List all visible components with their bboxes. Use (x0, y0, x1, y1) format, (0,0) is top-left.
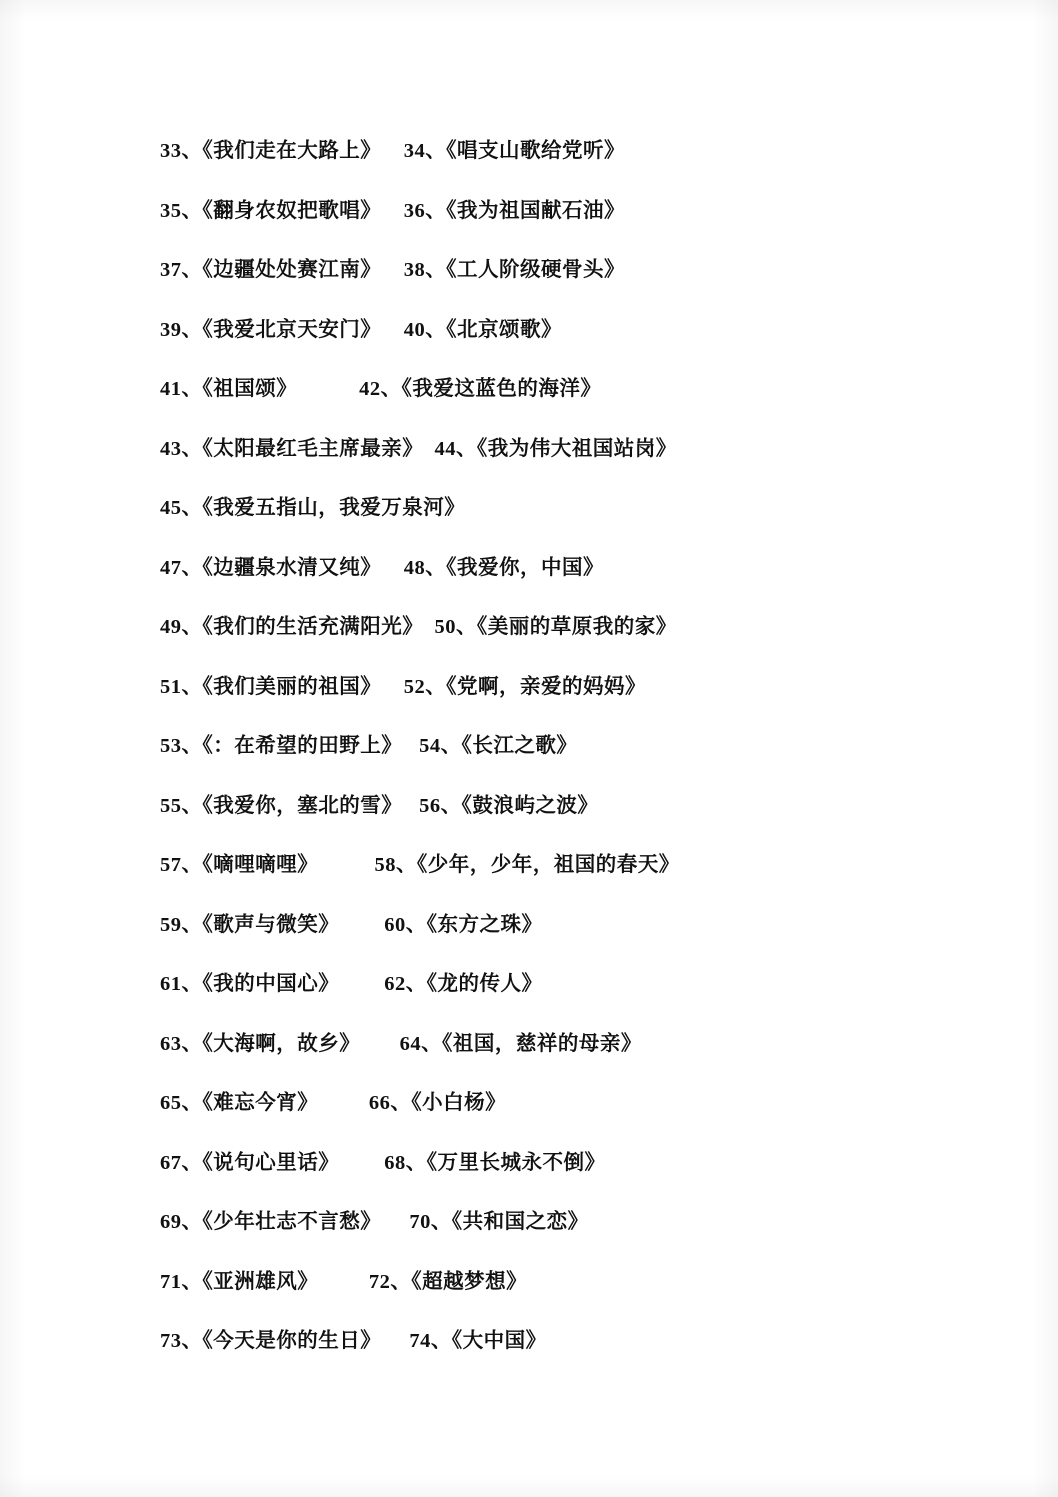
list-item: 63、《大海啊，故乡》 64、《祖国，慈祥的母亲》 (160, 1032, 642, 1055)
list-item: 43、《太阳最红毛主席最亲》 44、《我为伟大祖国站岗》 (160, 437, 677, 460)
list-item: 45、《我爱五指山，我爱万泉河》 (160, 497, 466, 519)
list-item: 41、《祖国颂》 42、《我爱这蓝色的海洋》 (160, 378, 602, 400)
list-item: 65、《难忘今宵》 66、《小白杨》 (160, 1092, 507, 1114)
page-edge-bottom (0, 1475, 1058, 1497)
list-item: 47、《边疆泉水清又纯》 48、《我爱你，中国》 (160, 556, 604, 579)
list-item: 55、《我爱你，塞北的雪》 56、《鼓浪屿之波》 (160, 794, 599, 817)
list-item: 73、《今天是你的生日》 74、《大中国》 (160, 1330, 547, 1352)
list-item: 35、《翻身农奴把歌唱》 36、《我为祖国献石油》 (160, 199, 625, 222)
page-edge-left (0, 0, 26, 1497)
list-item: 59、《歌声与微笑》 60、《东方之珠》 (160, 913, 543, 936)
list-item: 71、《亚洲雄风》 72、《超越梦想》 (160, 1270, 528, 1293)
list-item: 57、《嘀哩嘀哩》 58、《少年，少年，祖国的春天》 (160, 854, 680, 876)
list-item: 33、《我们走在大路上》 34、《唱支山歌给党听》 (160, 140, 625, 162)
list-item: 37、《边疆处处赛江南》 38、《工人阶级硬骨头》 (160, 259, 625, 281)
page-edge-top (0, 0, 1058, 22)
page-edge-right (1032, 0, 1058, 1497)
song-list (160, 122, 950, 1372)
list-item: 39、《我爱北京天安门》 40、《北京颂歌》 (160, 318, 562, 341)
list-item: 51、《我们美丽的祖国》 52、《党啊，亲爱的妈妈》 (160, 675, 646, 698)
list-item: 67、《说句心里话》 68、《万里长城永不倒》 (160, 1151, 606, 1174)
list-item: 61、《我的中国心》 62、《龙的传人》 (160, 973, 543, 995)
list-item: 53、《：在希望的田野上》 54、《长江之歌》 (160, 735, 578, 757)
list-item: 49、《我们的生活充满阳光》 50、《美丽的草原我的家》 (160, 616, 677, 638)
list-item: 69、《少年壮志不言愁》 70、《共和国之恋》 (160, 1211, 589, 1233)
